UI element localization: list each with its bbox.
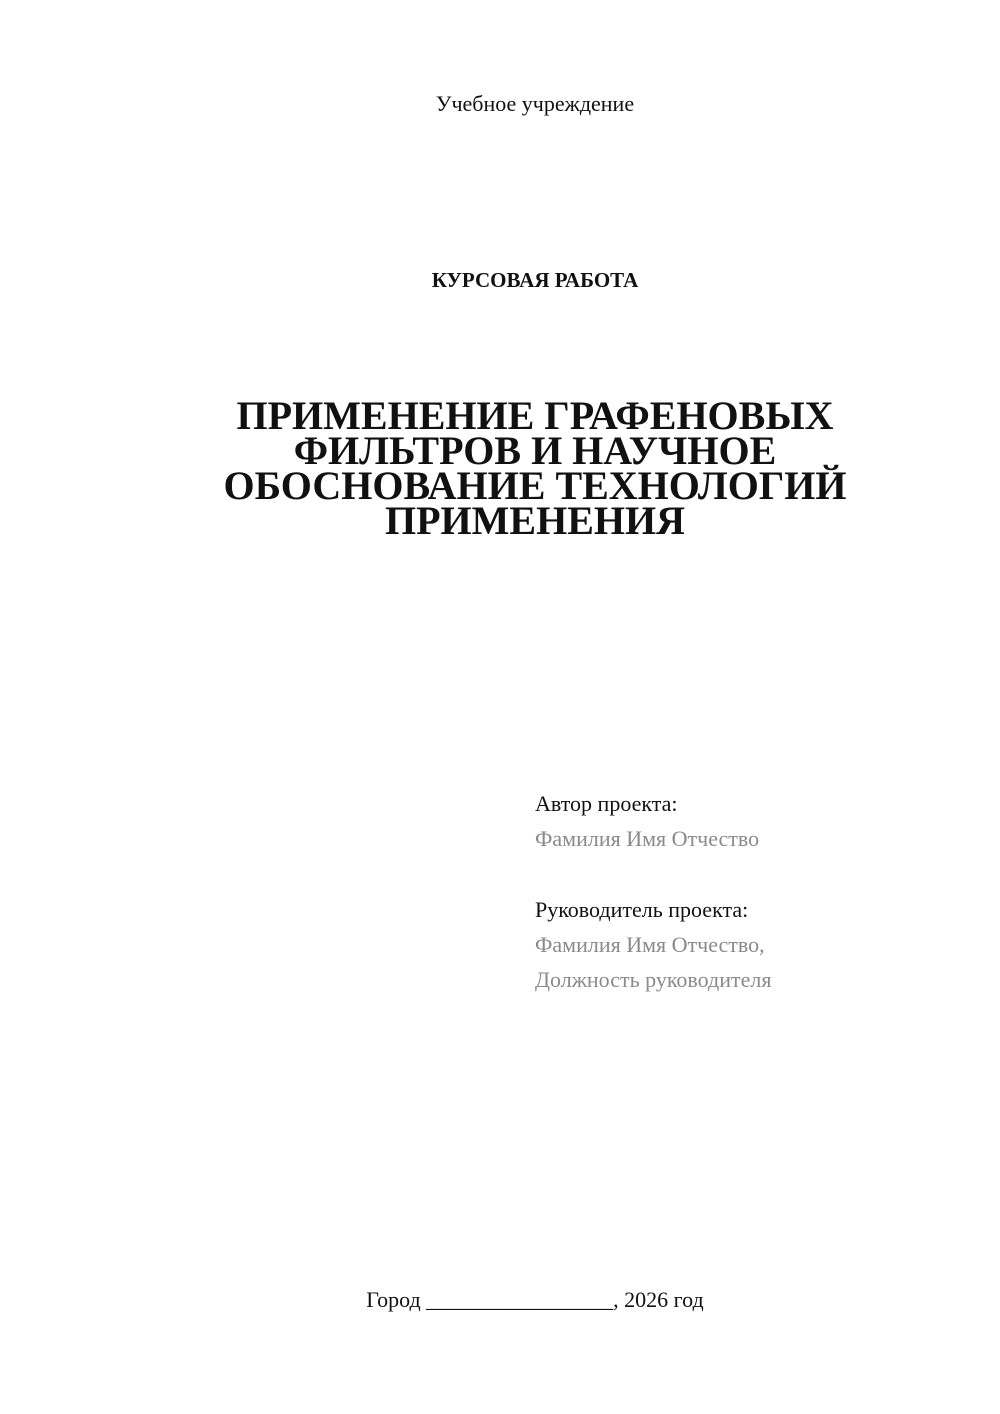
title-line: ФИЛЬТРОВ И НАУЧНОЕ	[293, 428, 777, 473]
city-label: Город	[366, 1287, 421, 1312]
document-title	[160, 393, 910, 543]
title-line: ПРИМЕНЕНИЯ	[385, 498, 685, 543]
city-year	[160, 1287, 910, 1313]
supervisor-position: Должность руководителя	[535, 967, 772, 992]
year: , 2026 год	[613, 1287, 704, 1312]
institution: Учебное учреждение	[435, 91, 635, 116]
supervisor-label: Руководитель проекта:	[535, 897, 749, 922]
work-type: КУРСОВАЯ РАБОТА	[431, 268, 639, 292]
supervisor-name: Фамилия Имя Отчество,	[535, 932, 765, 957]
author-name: Фамилия Имя Отчество	[535, 826, 760, 851]
title-line: ПРИМЕНЕНИЕ ГРАФЕНОВЫХ	[236, 393, 834, 438]
city-blank: _________________	[426, 1287, 614, 1312]
title-line: ОБОСНОВАНИЕ ТЕХНОЛОГИЙ	[223, 463, 847, 508]
author-block	[535, 786, 759, 856]
author-label: Автор проекта:	[535, 791, 678, 816]
supervisor-block	[535, 892, 771, 997]
